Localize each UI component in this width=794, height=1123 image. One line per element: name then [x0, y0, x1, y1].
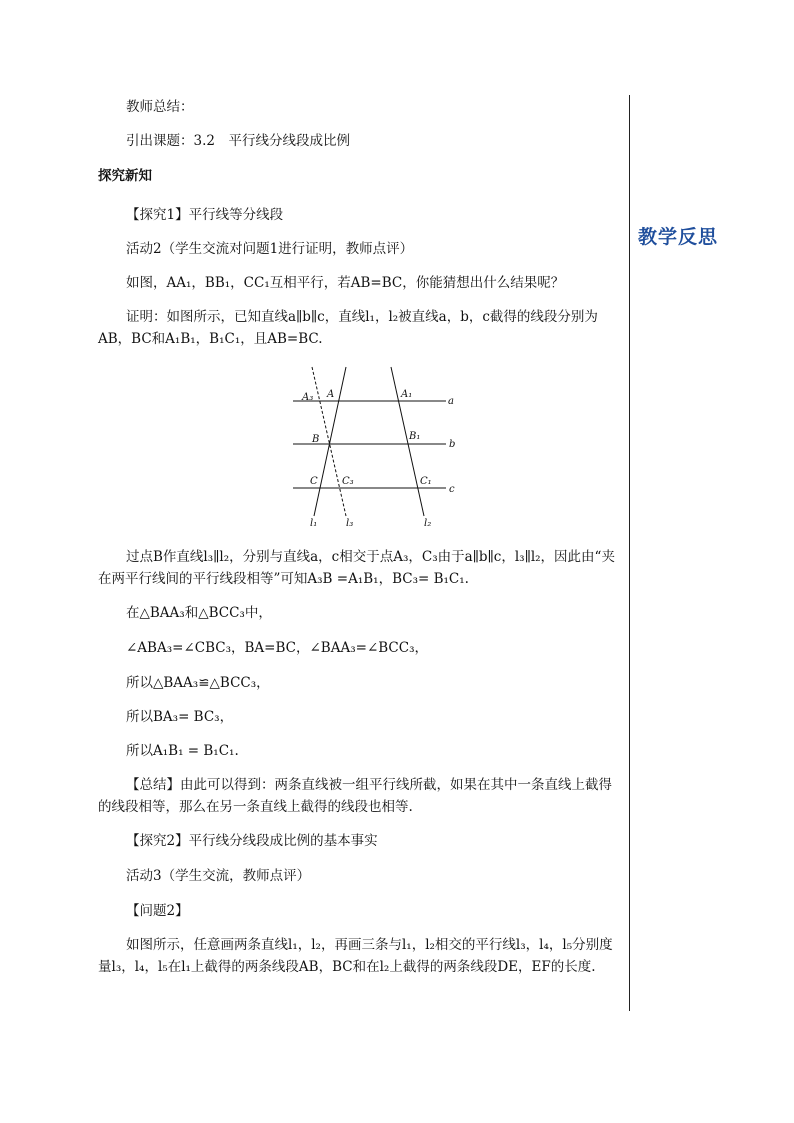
explore-1-heading: 【探究1】平行线等分线段 — [126, 207, 284, 223]
column-divider — [629, 95, 630, 1011]
label-A: A — [327, 389, 335, 400]
label-l3: l₃ — [346, 518, 354, 529]
label-C3: C₃ — [342, 476, 354, 487]
label-b: b — [449, 439, 456, 450]
parallel-lines-figure — [290, 364, 470, 530]
segment-equality-2: 所以A₁B₁ = B₁C₁. — [126, 743, 239, 759]
activity-2: 活动2（学生交流对问题1进行证明，教师点评） — [126, 241, 414, 257]
label-l1: l₁ — [310, 518, 318, 529]
question-text: 如图，AA₁，BB₁，CC₁互相平行，若AB=BC，你能猜想出什么结果呢？ — [126, 275, 565, 291]
triangles-statement: 在△BAA₃和△BCC₃中， — [126, 605, 272, 621]
summary-paragraph: 【总结】由此可以得到：两条直线被一组平行线所截，如果在其中一条直线上截得的线段相等，那么在另一条直线上截得的线段也相等. — [98, 777, 612, 815]
proof-intro: 证明：如图所示，已知直线a∥b∥c，直线l₁，l₂被直线a，b，c截得的线段分别为AB，BC和A₁B₁，B₁C₁，且AB=BC. — [98, 309, 598, 347]
question-2-text: 如图所示，任意画两条直线l₁，l₂，再画三条与l₁，l₂相交的平行线l₃，l₄，l₅分别度量l₃，l₄，l₅在l₁上截得的两条线段AB，BC和在l₂上截得的两条线段DE，EF的长度. — [98, 937, 613, 975]
label-B1: B₁ — [409, 431, 421, 442]
section-heading-explore: 探究新知 — [98, 168, 152, 184]
label-c: c — [449, 484, 455, 495]
lesson-topic: 引出课题：3.2 平行线分线段成比例 — [126, 133, 350, 149]
label-C: C — [310, 476, 318, 487]
label-A3: A₃ — [302, 392, 314, 403]
teaching-reflection-heading: 教学反思 — [638, 226, 719, 248]
explore-2-heading: 【探究2】平行线分线段成比例的基本事实 — [126, 833, 378, 849]
label-B: B — [312, 434, 320, 445]
teacher-summary-label: 教师总结： — [126, 99, 194, 115]
parallel-lines-diagram — [290, 364, 470, 530]
label-A1: A₁ — [401, 389, 413, 400]
angle-equalities: ∠ABA₃=∠CBC₃，BA=BC，∠BAA₃=∠BCC₃， — [126, 640, 428, 656]
congruence-conclusion: 所以△BAA₃≌△BCC₃， — [126, 675, 270, 691]
label-a: a — [448, 396, 454, 407]
question-2-heading: 【问题2】 — [126, 903, 189, 919]
proof-construction: 过点B作直线l₃∥l₂，分别与直线a，c相交于点A₃，C₃由于a∥b∥c，l₃∥l₂，因此由“夹在两平行线间的平行线段相等”可知A₃B =A₁B₁，BC₃= B₁C₁. — [98, 549, 615, 587]
label-C1: C₁ — [420, 476, 432, 487]
activity-3: 活动3（学生交流，教师点评） — [126, 868, 311, 884]
label-l2: l₂ — [424, 518, 432, 529]
segment-equality-1: 所以BA₃= BC₃， — [126, 709, 234, 725]
